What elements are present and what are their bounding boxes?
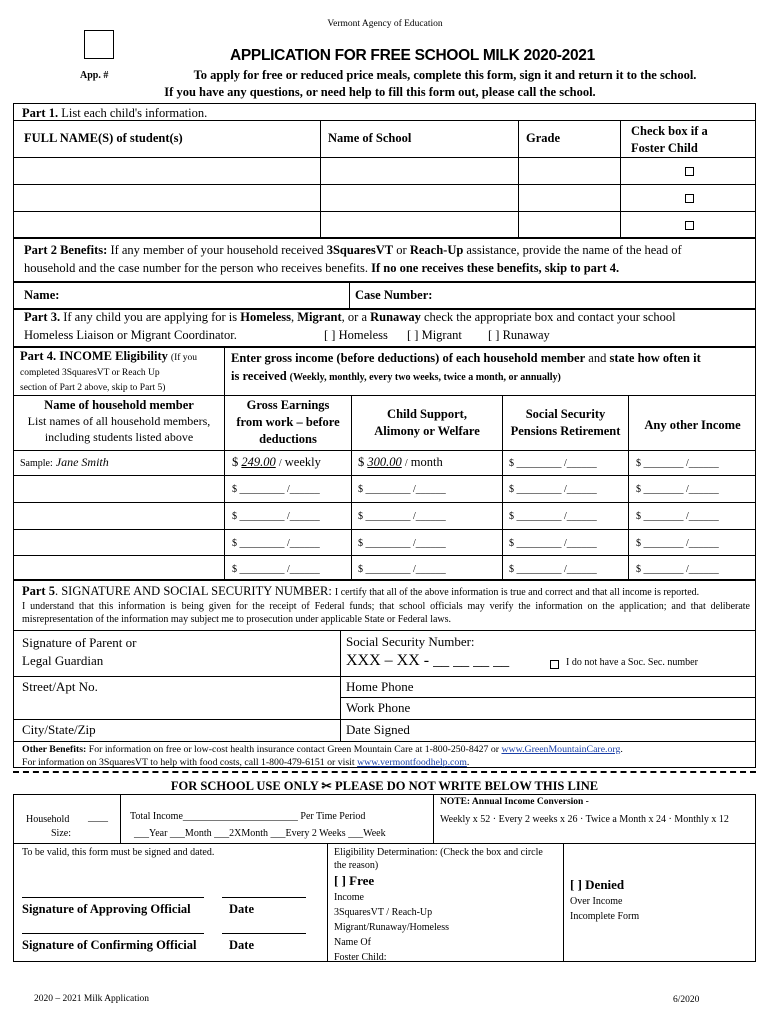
footer-right: 6/2020	[673, 995, 700, 1005]
agency-name: Vermont Agency of Education	[327, 19, 443, 29]
col-social-security: Social Security Pensions Retirement	[510, 407, 621, 438]
date-signed-label: Date Signed	[346, 722, 410, 737]
col-gross-earnings: Gross Earnings from work – before deductions	[236, 398, 340, 446]
income-entry[interactable]: $ _________ /______	[509, 511, 597, 522]
runaway-option[interactable]: [ ] Runaway	[488, 328, 550, 342]
work-phone-label: Work Phone	[346, 700, 411, 715]
income-entry[interactable]: $ ________ /______	[636, 484, 719, 495]
income-entry[interactable]: $ _________ /______	[232, 484, 320, 495]
income-entry[interactable]: $ _________ /______	[358, 564, 446, 575]
income-entry[interactable]: $ _________ /______	[509, 484, 597, 495]
income-entry[interactable]: $ ________ /______	[636, 564, 719, 575]
green-mountain-care-link[interactable]: www.GreenMountainCare.org	[501, 744, 621, 755]
col-grade: Grade	[526, 131, 561, 145]
free-option[interactable]: [ ] Free	[334, 873, 375, 888]
income-entry[interactable]: $ _________ /______	[509, 538, 597, 549]
income-entry[interactable]: $ ________ /______	[636, 511, 719, 522]
income-entry[interactable]: $ _________ /______	[358, 484, 446, 495]
col-household-member: Name of household member List names of all household members, including students listed above	[27, 398, 211, 444]
parent-signature-label: Signature of Parent or Legal Guardian	[22, 635, 137, 668]
foster-checkbox-2[interactable]	[685, 194, 694, 203]
income-entry[interactable]: $ _________ /______	[232, 564, 320, 575]
sample-ss-blank[interactable]: $ _________ /______	[509, 458, 597, 469]
approving-official-label: Signature of Approving Official	[22, 902, 191, 916]
size-label: Size:	[51, 828, 71, 839]
approving-date-label: Date	[229, 902, 254, 916]
vermont-food-help-link[interactable]: www.vermontfoodhelp.com	[357, 757, 467, 768]
confirming-official-label: Signature of Confirming Official	[22, 938, 197, 952]
part4-heading: Part 4. INCOME Eligibility (If you completed 3SquaresVT or Reach Up section of Part 2 above, skip to Part 5)	[20, 349, 198, 393]
col-other-income: Any other Income	[644, 418, 741, 432]
street-label: Street/Apt No.	[22, 679, 98, 694]
school-use-banner: FOR SCHOOL USE ONLY ✂ PLEASE DO NOT WRITE BELOW THIS LINE	[170, 779, 599, 793]
part3-text-line2: Homeless Liaison or Migrant Coordinator.	[24, 328, 237, 342]
total-income-line[interactable]: Total Income_______________________ Per Time Period	[130, 811, 366, 822]
part5-heading: Part 5. SIGNATURE AND SOCIAL SECURITY NUMBER: I certify that all of the above information is true and correct and that all income is reported.	[22, 584, 700, 598]
form-title: APPLICATION FOR FREE SCHOOL MILK 2020-2021	[230, 47, 595, 64]
app-number-label: App. #	[80, 70, 109, 81]
denied-reasons: Over Income Incomplete Form	[570, 896, 640, 922]
student-name-input-1[interactable]	[20, 161, 315, 181]
sample-child-support: $ 300.00 / month	[358, 455, 443, 469]
sample-row-label: Sample: Jane Smith	[20, 455, 109, 469]
city-label: City/State/Zip	[22, 722, 96, 737]
part4-instruction-line1: Enter gross income (before deductions) of each household member and state how often it	[231, 351, 701, 365]
income-entry[interactable]: $ _________ /______	[509, 564, 597, 575]
col-full-name: FULL NAME(S) of student(s)	[24, 131, 183, 145]
part2-case-number-label: Case Number:	[355, 288, 433, 302]
ssn-label: Social Security Number:	[346, 634, 475, 649]
sample-other-blank[interactable]: $ ________ /______	[636, 458, 719, 469]
part1-heading: Part 1. List each child's information.	[22, 106, 208, 120]
household-label: Household	[26, 814, 70, 825]
income-entry[interactable]: $ _________ /______	[232, 538, 320, 549]
denied-option[interactable]: [ ] Denied	[570, 877, 625, 892]
ssn-input[interactable]: XXX – XX - __ __ __ __	[346, 652, 510, 669]
other-benefits-line2: For information on 3SquaresVT to help with food costs, call 1-800-479-6151 or visit www.vermontfoodhelp.com.	[22, 757, 470, 768]
income-entry[interactable]: $ _________ /______	[358, 511, 446, 522]
part3-text-line1: Part 3. If any child you are applying for is Homeless, Migrant, or a Runaway check the appropriate box and contact your school	[24, 310, 676, 324]
app-number-box[interactable]	[84, 30, 114, 59]
sample-gross: $ 249.00 / weekly	[232, 455, 321, 469]
homeless-option[interactable]: [ ] Homeless	[324, 328, 388, 342]
free-reasons: Income 3SquaresVT / Reach-Up Migrant/Runaway/Homeless Name Of Foster Child: _______________	[334, 892, 465, 963]
col-school-name: Name of School	[328, 131, 412, 145]
confirming-date-label: Date	[229, 938, 254, 952]
footer-left: 2020 – 2021 Milk Application	[34, 994, 150, 1004]
home-phone-label: Home Phone	[346, 679, 414, 694]
income-entry[interactable]: $ _________ /______	[232, 511, 320, 522]
no-ssn-checkbox[interactable]	[550, 660, 559, 669]
income-entry[interactable]: $ ________ /______	[636, 538, 719, 549]
conversion-note-text: Weekly x 52 · Every 2 weeks x 26 · Twice a Month x 24 · Monthly x 12	[440, 814, 729, 825]
valid-note: To be valid, this form must be signed and dated.	[22, 847, 215, 858]
student-name-input-2[interactable]	[20, 188, 315, 208]
foster-checkbox-1[interactable]	[685, 167, 694, 176]
student-name-input-3[interactable]	[20, 215, 315, 235]
conversion-note-title: NOTE: Annual Income Conversion -	[440, 797, 589, 807]
income-entry[interactable]: $ _________ /______	[358, 538, 446, 549]
instruction-line-1: To apply for free or reduced price meals, complete this form, sign it and return it to the school.	[193, 68, 697, 82]
col-foster-child: Check box if a Foster Child	[631, 124, 708, 155]
instruction-line-2: If you have any questions, or need help to fill this form out, please call the school.	[164, 85, 596, 99]
part5-paragraph: I understand that this information is being given for the receipt of Federal funds; that school officials may verify the information on the application; and that deliberate misrepresentation of the information may subject me to prosecution under applicable State or Federal laws.	[22, 601, 750, 625]
part4-instruction-line2: is received (Weekly, monthly, every two weeks, twice a month, or annually)	[231, 369, 561, 383]
eligibility-heading: Eligibility Determination: (Check the box and circle the reason)	[334, 847, 543, 871]
migrant-option[interactable]: [ ] Migrant	[407, 328, 462, 342]
part2-text-line1: Part 2 Benefits: If any member of your household received 3SquaresVT or Reach-Up assistance, provide the name of the head of	[24, 243, 682, 257]
foster-checkbox-3[interactable]	[685, 221, 694, 230]
household-size-input[interactable]: ____	[88, 812, 108, 823]
time-period-options[interactable]: ___Year ___Month ___2XMonth ___Every 2 Weeks ___Week	[134, 828, 386, 839]
part2-text-line2: household and the case number for the person who receives benefits. If no one receives these benefits, skip to part 4.	[24, 261, 620, 275]
part2-name-label: Name:	[24, 288, 60, 302]
col-child-support: Child Support, Alimony or Welfare	[374, 407, 480, 438]
other-benefits-line1: Other Benefits: For information on free or low-cost health insurance contact Green Mountain Care at 1-800-250-8427 or www.GreenMountainCare.org.	[22, 744, 623, 755]
no-ssn-label: I do not have a Soc. Sec. number	[566, 657, 698, 668]
